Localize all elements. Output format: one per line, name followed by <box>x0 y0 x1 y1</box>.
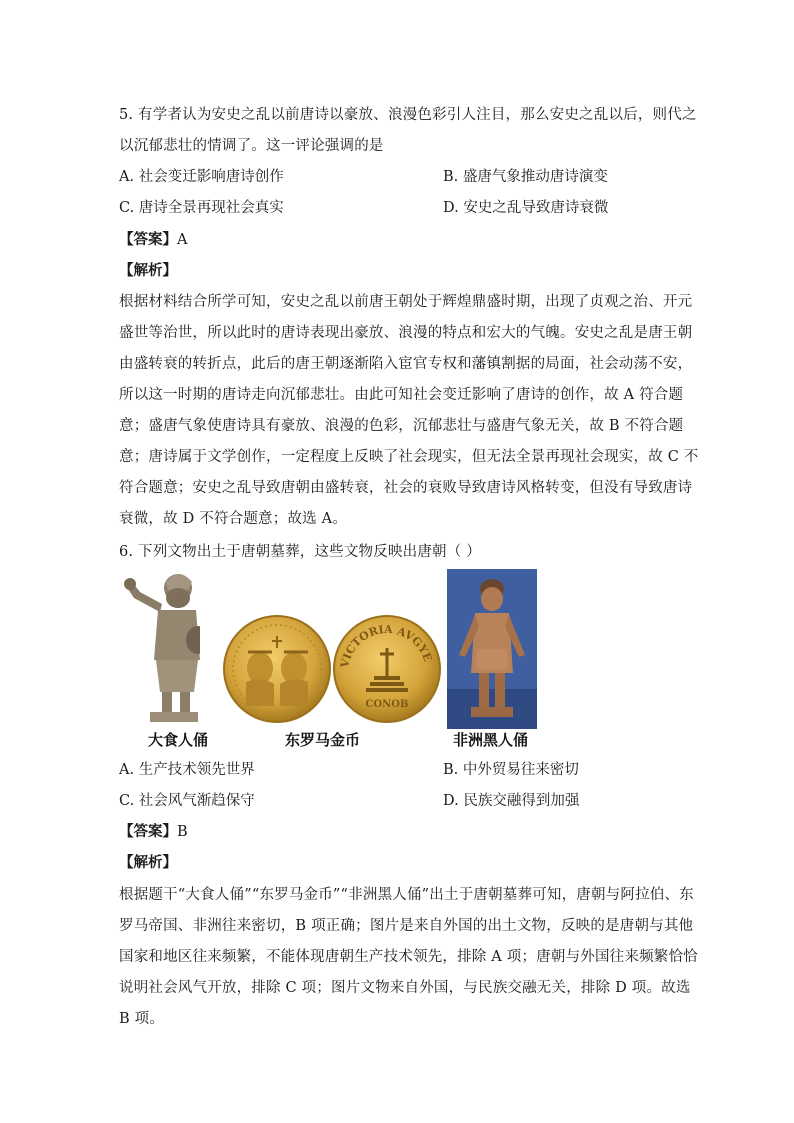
q5-analysis-line-2: 盛世等治世，所以此时的唐诗表现出豪放、浪漫的特点和宏大的气魄。安史之乱是唐王朝 <box>119 325 693 341</box>
q6-analysis-line-5: B 项。 <box>119 1011 165 1027</box>
q5-option-d: D. 安史之乱导致唐诗衰微 <box>443 200 609 216</box>
q5-analysis-line-8: 衰微，故 D 不符合题意；故选 A。 <box>119 511 348 527</box>
q6-analysis-label: 【解析】 <box>119 854 177 871</box>
q5-analysis-line-1: 根据材料结合所学可知，安史之乱以前唐王朝处于辉煌鼎盛时期，出现了贞观之治、开元 <box>119 294 693 310</box>
q5-answer <box>119 228 187 249</box>
q6-option-b: B. 中外贸易往来密切 <box>443 762 579 778</box>
q5-analysis-line-3: 由盛转衰的转折点，此后的唐王朝逐渐陷入宦官专权和藩镇割据的局面，社会动荡不安， <box>119 356 693 372</box>
q6-analysis-line-2: 罗马帝国、非洲往来密切，B 项正确；图片是来自外国的出土文物，反映的是唐朝与其他 <box>119 918 694 934</box>
q6-analysis-line-1: 根据题干“大食人俑”“东罗马金币”“非洲黑人俑”出土于唐朝墓葬可知，唐朝与阿拉伯、东 <box>119 887 694 903</box>
q6-option-d: D. 民族交融得到加强 <box>443 793 580 809</box>
q5-analysis-line-6: 意；唐诗属于文学创作，一定程度上反映了社会现实，但无法全景再现社会现实，故 C 不 <box>119 449 699 465</box>
caption-arab-figurine: 大食人俑 <box>148 731 209 749</box>
q5-analysis-line-5: 意；盛唐气象使唐诗具有豪放、浪漫的色彩，沉郁悲壮与盛唐气象无关，故 B 不符合题 <box>119 418 684 434</box>
african-figurine-image <box>447 569 537 729</box>
coin-back-image <box>332 614 442 724</box>
q6-option-a: A. 生产技术领先世界 <box>119 762 255 778</box>
q5-option-c: C. 唐诗全景再现社会真实 <box>119 200 284 216</box>
caption-african-figurine: 非洲黑人俑 <box>453 731 529 749</box>
coin-front-image <box>222 614 332 724</box>
q6-answer-value: B <box>177 824 188 840</box>
q6-option-c: C. 社会风气渐趋保守 <box>119 793 255 809</box>
q5-answer-value: A <box>177 232 188 248</box>
q5-analysis-label: 【解析】 <box>119 262 177 279</box>
q6-analysis-line-4: 说明社会风气开放，排除 C 项；图片文物来自外国，与民族交融无关，排除 D 项。故选 <box>119 980 691 996</box>
q5-option-b: B. 盛唐气象推动唐诗演变 <box>443 169 608 185</box>
caption-byzantine-coin: 东罗马金币 <box>285 731 361 749</box>
q5-analysis-line-7: 符合题意；安史之乱导致唐朝由盛转衰，社会的衰败导致唐诗风格转变，但没有导致唐诗 <box>119 480 693 496</box>
q5-stem-line-1: 5. 有学者认为安史之乱以前唐诗以豪放、浪漫色彩引人注目，那么安史之乱以后，则代之 <box>119 107 697 123</box>
q5-analysis-line-4: 所以这一时期的唐诗走向沉郁悲壮。由此可知社会变迁影响了唐诗的创作，故 A 符合题 <box>119 387 684 403</box>
q5-option-a: A. 社会变迁影响唐诗创作 <box>119 169 284 185</box>
q6-analysis-line-3: 国家和地区往来频繁，不能体现唐朝生产技术领先，排除 A 项；唐朝与外国往来频繁恰恰 <box>119 949 698 965</box>
q6-stem: 6. 下列文物出土于唐朝墓葬，这些文物反映出唐朝（ ） <box>119 544 481 560</box>
coin-back-legend: VICTORIA AVGYE <box>338 622 435 669</box>
q6-answer <box>119 820 188 841</box>
q6-answer-label: 【答案】 <box>119 823 177 840</box>
arab-figurine-image <box>118 568 200 724</box>
coin-back-exergue: CONOB <box>365 699 409 710</box>
q5-stem-line-2: 以沉郁悲壮的情调了。这一评论强调的是 <box>119 138 384 154</box>
q5-answer-label: 【答案】 <box>119 231 177 248</box>
